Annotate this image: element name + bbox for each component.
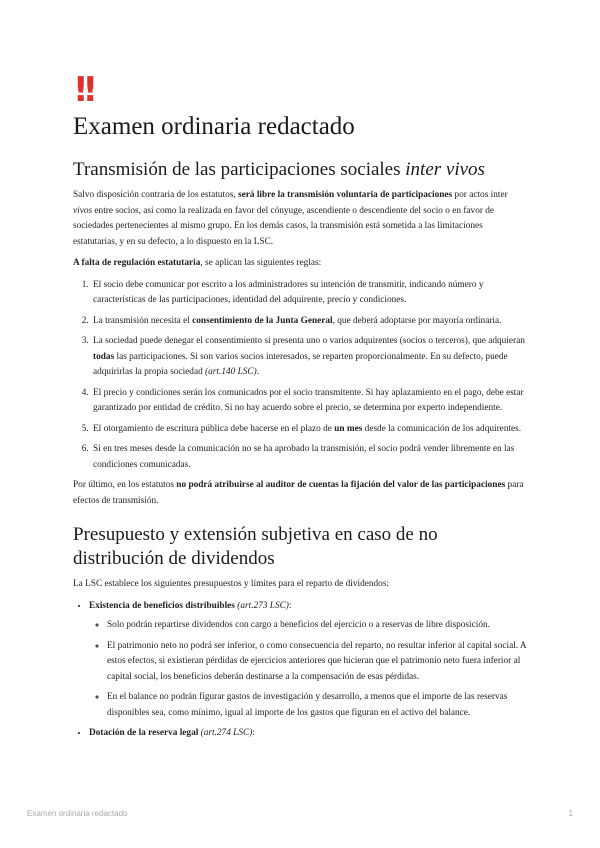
italic-run: vivos — [73, 205, 93, 216]
bold-run: no podrá atribuirse al auditor de cuentas la fijación del valor de las participaciones — [176, 480, 506, 490]
requirements-list — [73, 599, 529, 742]
bold-run: Dotación de la reserva legal — [89, 728, 199, 738]
page-title: Examen ordinaria redactado — [73, 113, 355, 140]
text-run: La sociedad puede denegar el consentimiento si presenta uno o varios adquirentes (socios o terceros), que adquieran — [93, 336, 525, 346]
text-run: El precio y condiciones serán los comunicados por el socio transmitente. Si hay aplazamiento en el pago, debe estar garantizado por entidad de crédito. Si no hay acuerdo sobre el precio, se determina por experto independiente. — [93, 387, 524, 413]
bold-run: Existencia de beneficios distribuibles — [89, 600, 235, 611]
list-item — [89, 726, 529, 742]
italic-run: (art.273 LSC) — [234, 600, 289, 611]
list-item — [91, 442, 529, 473]
list-item — [91, 314, 529, 330]
text-run: para efectos de transmisión. — [73, 480, 524, 506]
rules-lead-paragraph — [73, 256, 529, 272]
italic-run: (art.274 LSC) — [198, 728, 253, 738]
heading-italic-text: inter vivos — [405, 159, 485, 180]
list-item — [89, 599, 529, 722]
sub-list-item: ◦ El patrimonio neto no podrá ser inferior, o como consecuencia del reparto, no resultar inferior al capital social. A estos efectos, si existieran pérdidas de ejercicios anteriores que hicieran que el patrimonio neto fuera inferior al capital social, los beneficios deberán destinarse a la compensación de esas pérdidas. — [107, 639, 529, 686]
intro-paragraph — [73, 188, 529, 250]
bold-run: será libre la transmisión voluntaria de participaciones — [238, 190, 453, 200]
section2-intro: La LSC establece los siguientes presupuestos y límites para el reparto de dividendos: — [73, 579, 390, 589]
sub-list — [89, 618, 529, 721]
rules-list — [73, 278, 529, 474]
double-exclamation-icon: !! — [73, 70, 93, 110]
list-item — [91, 422, 529, 438]
text-run: las participaciones. Si son varios socios interesados, se reparten proporcionalmente. En su defecto, puede adquirirlas la propia sociedad — [93, 351, 508, 377]
bold-run: consentimiento de la Junta General — [192, 315, 333, 326]
text-run: La transmisión necesita el — [93, 315, 193, 326]
text-run: Si en tres meses desde la comunicación no se ha aprobado la transmisión, el socio podrá vender libremente en las condiciones comunicadas. — [93, 444, 515, 470]
sub-list-item: ◦ En el balance no podrán figurar gastos de investigación y desarrollo, a menos que el importe de las reservas disponibles sea, como mínimo, igual al importe de los gastos que figuran en el activo del balance. — [107, 690, 529, 721]
text-run: entre socios, así como la realizada en favor del cónyuge, ascendiente o descendiente del socio o en favor de sociedades pertenecientes al mismo grupo. En los demás casos, la transmisión está sometida a las limitaciones estatutarias, y en su defecto, a lo dispuesto en la LSC. — [73, 205, 495, 247]
text-run: desde la comunicación de los adquirentes. — [362, 423, 522, 434]
text-run: por actos inter — [452, 190, 508, 200]
text-run: Por último, en los estatutos — [73, 480, 177, 490]
text-run: El otorgamiento de escritura pública debe hacerse en el plazo de — [93, 423, 335, 434]
list-item — [91, 386, 529, 417]
text-run: , se aplican las siguientes reglas: — [200, 258, 322, 268]
text-run: Salvo disposición contraria de los estatutos, — [73, 190, 238, 200]
heading-text: Transmisión de las participaciones sociales — [73, 159, 406, 180]
text-run: El socio debe comunicar por escrito a los administradores su intención de transmitir, indicando número y características de las participaciones, identidad del adquirente, precio y condiciones. — [93, 279, 484, 305]
list-item — [91, 278, 529, 309]
text-run: : — [288, 600, 292, 611]
sub-list-item: ◦ Solo podrán repartirse dividendos con cargo a beneficios del ejercicio o a reservas de libre disposición. — [107, 618, 529, 634]
bold-run: A falta de regulación estatutaria — [73, 258, 201, 268]
footer-title: Examen ordinaria redactado — [27, 809, 128, 818]
italic-run: (art.140 LSC) — [205, 367, 257, 377]
text-run: . — [256, 367, 260, 377]
page-number: 1 — [568, 809, 573, 818]
section-heading-dividendos: Presupuesto y extensión subjetiva en caso de no distribución de dividendos — [73, 524, 438, 569]
list-item — [91, 334, 529, 381]
page-footer — [27, 809, 573, 818]
document-page — [73, 72, 529, 746]
text-run: : — [252, 728, 255, 738]
section-heading-transmision — [73, 158, 529, 182]
closing-paragraph — [73, 478, 529, 509]
text-run: , que deberá adoptarse por mayoría ordinaria. — [332, 315, 502, 326]
bold-run: todas — [93, 351, 115, 362]
bold-run: un mes — [334, 423, 363, 434]
